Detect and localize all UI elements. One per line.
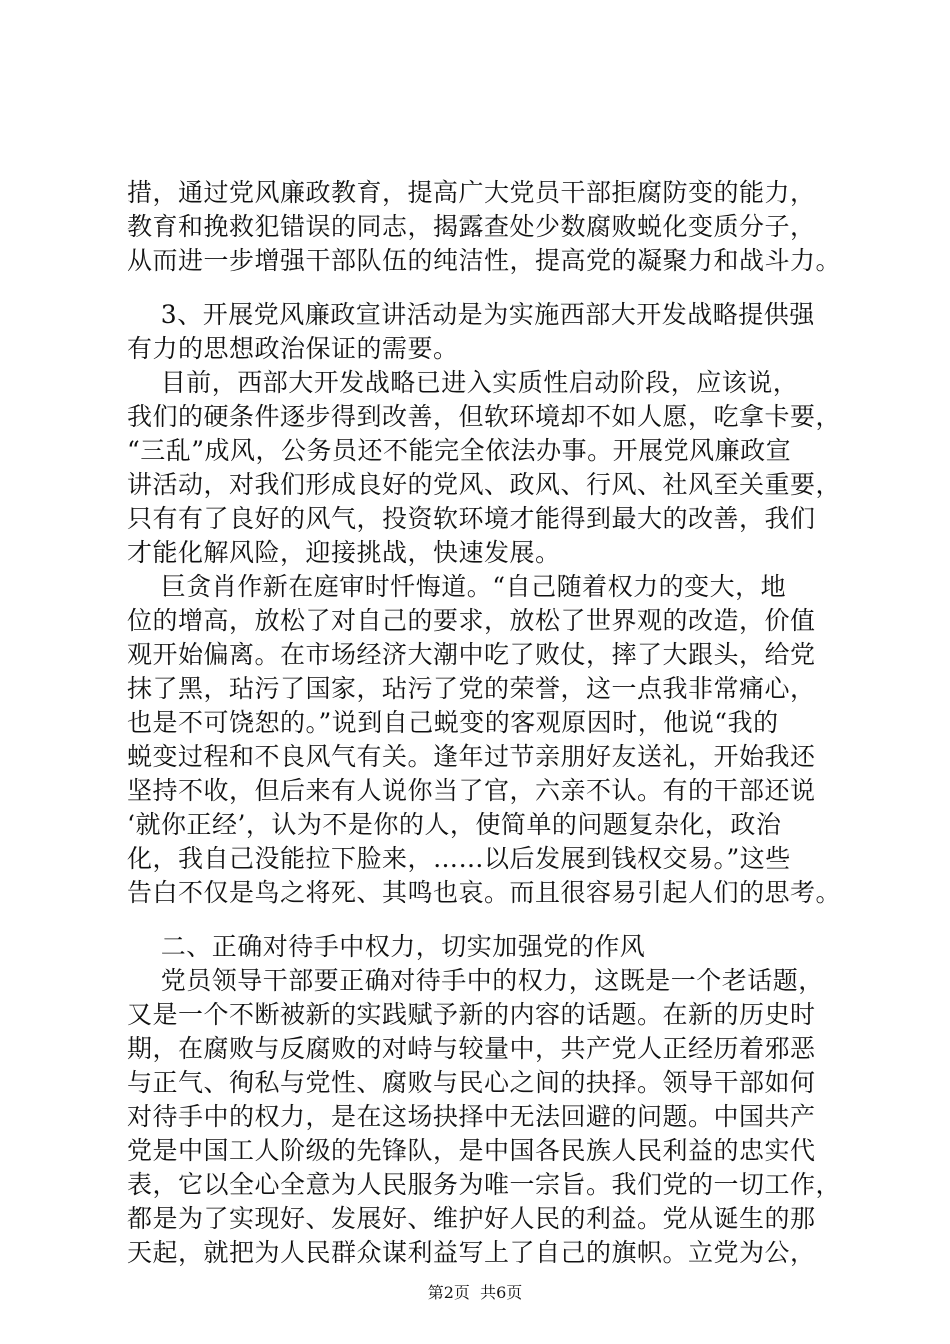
- text-line: 又是一个不断被新的实践赋予新的内容的话题。在新的历史时: [127, 1000, 816, 1029]
- text-line: 我们的硬条件逐步得到改善，但软环境却不如人愿，吃拿卡要，: [127, 402, 842, 431]
- text-line: 只有有了良好的风气，投资软环境才能得到最大的改善，我们: [127, 504, 816, 533]
- text-line: 抹了黑，玷污了国家，玷污了党的荣誉，这一点我非常痛心，: [127, 674, 816, 703]
- text-line: 坚持不收，但后来有人说你当了官，六亲不认。有的干部还说: [127, 776, 816, 805]
- text-line: “三乱”成风，公务员还不能完全依法办事。开展党风廉政宣: [127, 436, 792, 465]
- text-line: 位的增高，放松了对自己的要求，放松了世界观的改造，价值: [127, 606, 816, 635]
- text-line: 表，它以全心全意为人民服务为唯一宗旨。我们党的一切工作，: [127, 1170, 842, 1199]
- text-line: 告白不仅是鸟之将死、其鸣也哀。而且很容易引起人们的思考。: [127, 878, 842, 907]
- text-line: ‘就你正经’，认为不是你的人，使简单的问题复杂化，政治: [127, 810, 782, 839]
- page-indicator: 第2页 共6页: [427, 1283, 523, 1302]
- text-line: 措，通过党风廉政教育，提高广大党员干部拒腐防变的能力，: [127, 178, 816, 207]
- text-line: 讲活动，对我们形成良好的党风、政风、行风、社风至关重要，: [127, 470, 842, 499]
- text-line: 化，我自己没能拉下脸来，……以后发展到钱权交易。”这些: [127, 844, 791, 873]
- text-line: 蜕变过程和不良风气有关。逢年过节亲朋好友送礼，开始我还: [127, 742, 816, 771]
- text-line: 观开始偏离。在市场经济大潮中吃了败仗，摔了大跟头，给党: [127, 640, 816, 669]
- section-heading: 二、正确对待手中权力，切实加强党的作风: [127, 932, 646, 961]
- text-line: 巨贪肖作新在庭审时忏悔道。“自己随着权力的变大，地: [127, 572, 787, 601]
- text-line: 目前，西部大开发战略已进入实质性启动阶段，应该说，: [127, 368, 799, 397]
- text-line: 与正气、徇私与党性、腐败与民心之间的抉择。领导干部如何: [127, 1068, 816, 1097]
- text-line: 有力的思想政治保证的需要。: [127, 334, 459, 363]
- section-heading: 3、开展党风廉政宣讲活动是为实施西部大开发战略提供强: [127, 300, 815, 329]
- text-line: 期，在腐败与反腐败的对峙与较量中，共产党人正经历着邪恶: [127, 1034, 816, 1063]
- text-line: 才能化解风险，迎接挑战，快速发展。: [127, 538, 561, 567]
- text-line: 从而进一步增强干部队伍的纯洁性，提高党的凝聚力和战斗力。: [127, 246, 842, 275]
- text-line: 天起，就把为人民群众谋利益写上了自己的旗帜。立党为公，: [127, 1238, 816, 1267]
- text-line: 党是中国工人阶级的先锋队，是中国各民族人民利益的忠实代: [127, 1136, 816, 1165]
- text-line: 也是不可饶恕的。”说到自己蜕变的客观原因时，他说“我的: [127, 708, 779, 737]
- text-line: 都是为了实现好、发展好、维护好人民的利益。党从诞生的那: [127, 1204, 816, 1233]
- text-line: 教育和挽救犯错误的同志，揭露查处少数腐败蜕化变质分子，: [127, 212, 816, 241]
- text-line: 党员领导干部要正确对待手中的权力，这既是一个老话题，: [127, 966, 824, 995]
- text-line: 对待手中的权力，是在这场抉择中无法回避的问题。中国共产: [127, 1102, 816, 1131]
